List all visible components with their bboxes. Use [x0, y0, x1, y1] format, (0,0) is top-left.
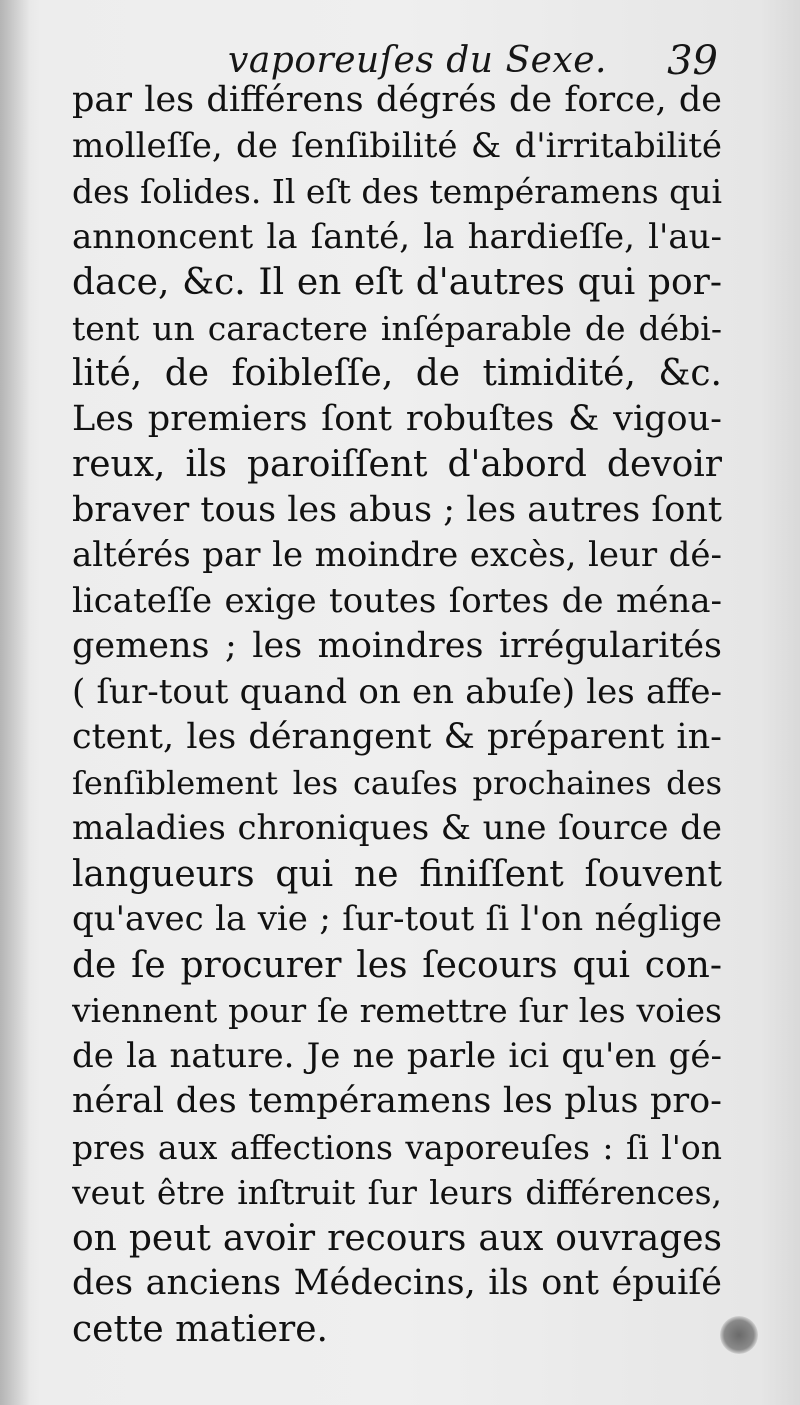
text-line: langueurs qui ne finiſſent ſouvent [72, 853, 722, 895]
text-line: lité, de foibleſſe, de timidité, &c. [72, 353, 722, 394]
text-line: licateſſe exige toutes ſortes de ména- [72, 580, 722, 621]
text-line: par les différens dégrés de force, de [72, 80, 722, 120]
text-line: altérés par le moindre excès, leur dé- [72, 535, 722, 575]
text-line: gemens ; les moindres irrégularités [72, 626, 722, 666]
text-line: des ſolides. Il eſt des tempéramens qui [72, 172, 722, 211]
text-line: cette matiere. [72, 1308, 328, 1350]
text-line: de la nature. Je ne parle ici qu'en gé- [72, 1035, 722, 1076]
text-line: ctent, les dérangent & préparent in- [72, 717, 722, 757]
text-line: des anciens Médecins, ils ont épuiſé [72, 1263, 722, 1303]
text-line: reux, ils paroiſſent d'abord devoir [72, 444, 722, 485]
text-line: de ſe procurer les ſecours qui con- [72, 944, 722, 986]
text-line: tent un caractere inſéparable de débi- [72, 308, 722, 348]
text-line: ſenſiblement les cauſes prochaines des [72, 763, 722, 802]
page-gutter-shadow [0, 0, 30, 1405]
text-line: ( ſur-tout quand on en abuſe) les affe- [72, 671, 722, 712]
text-line: braver tous les abus ; les autres ſont [72, 489, 722, 530]
text-line: dace, &c. Il en eſt d'autres qui por- [72, 262, 722, 303]
text-line: annoncent la ſanté, la hardieſſe, l'au- [72, 216, 722, 257]
text-line: molleſſe, de ſenſibilité & d'irritabilité [72, 125, 722, 166]
text-line: veut être inſtruit ſur leurs différences, [72, 1173, 722, 1212]
body-text [72, 78, 722, 1352]
text-line: néral des tempéramens les plus pro- [72, 1081, 722, 1121]
text-line: pres aux affections vaporeuſes : ſi l'on [72, 1127, 722, 1167]
running-title: vaporeuſes du Sexe. [228, 40, 607, 81]
text-line: Les premiers ſont robuſtes & vigou- [72, 398, 722, 439]
page-number: 39 [667, 38, 718, 84]
text-line: maladies chroniques & une ſource de [72, 808, 722, 848]
text-line: qu'avec la vie ; ſur-tout ſi l'on néglige [72, 899, 722, 939]
text-line: viennent pour ſe remettre ſur les voies [72, 991, 722, 1030]
text-line: on peut avoir recours aux ouvrages [72, 1217, 722, 1259]
ink-blot [720, 1316, 758, 1354]
